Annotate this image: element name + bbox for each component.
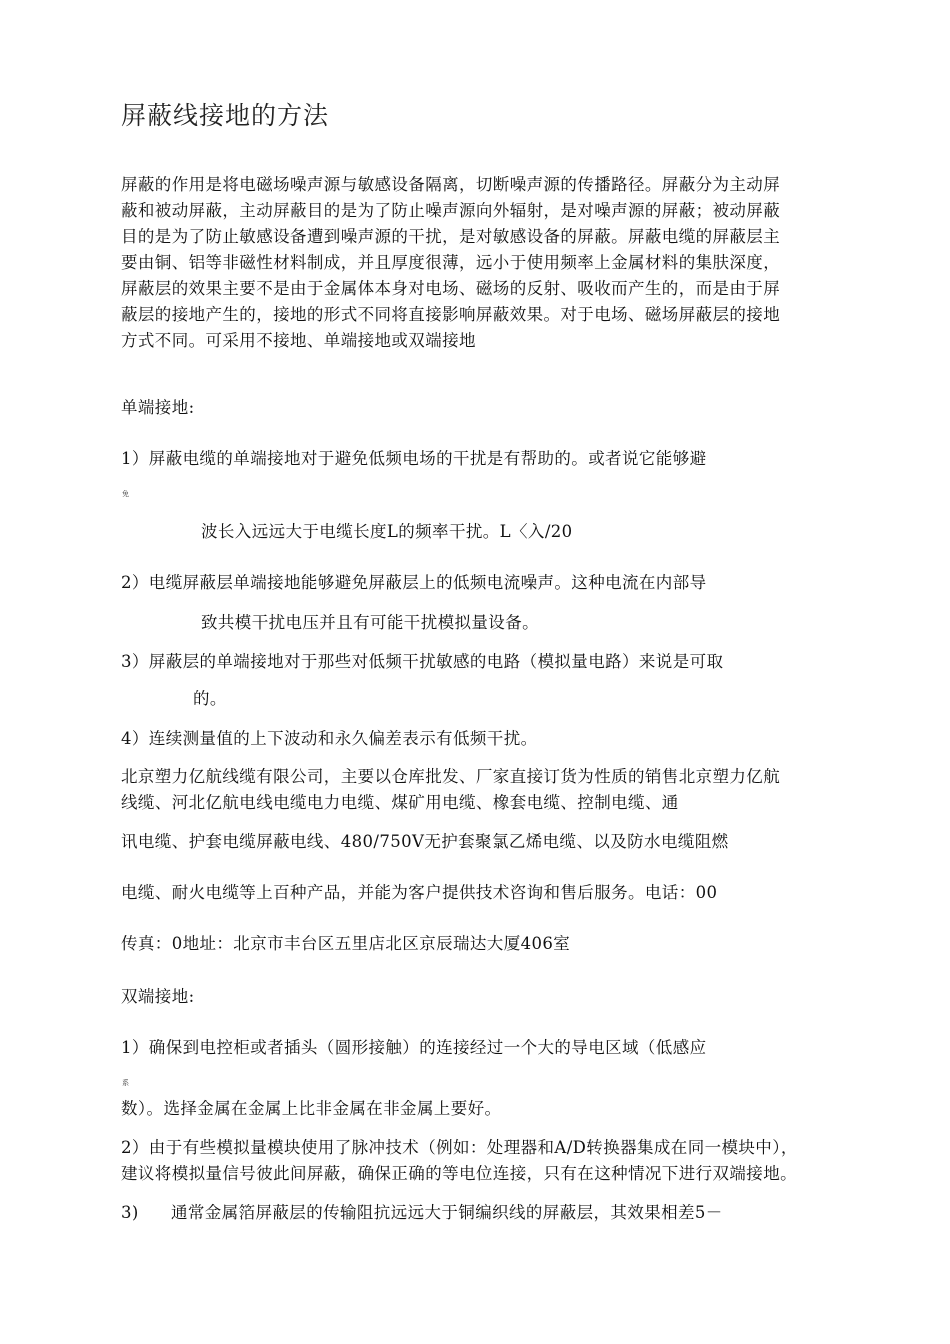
list-item: 3）屏蔽层的单端接地对于那些对低频干扰敏感的电路（模拟量电路）来说是可取 <box>121 652 724 671</box>
list-item-continuation: 数）。选择金属在金属上比非金属在非金属上要好。 <box>121 1099 502 1118</box>
company-line: 传真：0地址：北京市丰台区五里店北区京辰瑞达大厦406室 <box>121 934 571 953</box>
list-item: 2）电缆屏蔽层单端接地能够避免屏蔽层上的低频电流噪声。这种电流在内部导 <box>121 573 707 592</box>
company-line: 电缆、耐火电缆等上百种产品，并能为客户提供技术咨询和售后服务。电话：00 <box>121 883 718 902</box>
list-item: 通常金属箔屏蔽层的传输阻抗远远大于铜编织线的屏蔽层，其效果相差5－ <box>171 1203 723 1222</box>
intro-line: 要由铜、铝等非磁性材料制成，并且厚度很薄，远小于使用频率上金属材料的集肤深度， <box>121 253 781 272</box>
stray-glyph: 免 <box>122 490 129 498</box>
list-item: 2）由于有些模拟量模块使用了脉冲技术（例如：处理器和A/D转换器集成在同一模块中）， <box>121 1138 798 1157</box>
section-heading: 单端接地: <box>121 398 195 417</box>
stray-glyph: 系 <box>122 1079 129 1087</box>
list-item-continuation: 的。 <box>193 689 227 708</box>
intro-line: 方式不同。可采用不接地、单端接地或双端接地 <box>121 331 476 350</box>
page-title: 屏蔽线接地的方法 <box>121 101 330 130</box>
intro-line: 屏蔽层的效果主要不是由于金属体本身对电场、磁场的反射、吸收而产生的，而是由于屏 <box>121 279 781 298</box>
list-item-continuation: 致共模干扰电压并且有可能干扰模拟量设备。 <box>201 613 539 632</box>
company-line: 北京塑力亿航线缆有限公司，主要以仓库批发、厂家直接订货为性质的销售北京塑力亿航 <box>121 767 781 786</box>
list-item: 4）连续测量值的上下波动和永久偏差表示有低频干扰。 <box>121 729 538 748</box>
section-heading: 双端接地: <box>121 987 195 1006</box>
intro-line: 蔽和被动屏蔽，主动屏蔽目的是为了防止噪声源向外辐射，是对噪声源的屏蔽；被动屏蔽 <box>121 201 781 220</box>
list-item: 1）确保到电控柜或者插头（圆形接触）的连接经过一个大的导电区域（低感应 <box>121 1038 707 1057</box>
intro-line: 目的是为了防止敏感设备遭到噪声源的干扰，是对敏感设备的屏蔽。屏蔽电缆的屏蔽层主 <box>121 227 781 246</box>
list-item-continuation: 波长入远远大于电缆长度L的频率干扰。L〈入/20 <box>201 522 573 541</box>
intro-line: 屏蔽的作用是将电磁场噪声源与敏感设备隔离，切断噪声源的传播路径。屏蔽分为主动屏 <box>121 175 781 194</box>
list-item: 1）屏蔽电缆的单端接地对于避免低频电场的干扰是有帮助的。或者说它能够避 <box>121 449 707 468</box>
list-item-continuation: 建议将模拟量信号彼此间屏蔽，确保正确的等电位连接，只有在这种情况下进行双端接地。 <box>121 1164 797 1183</box>
company-line: 线缆、河北亿航电线电缆电力电缆、煤矿用电缆、橡套电缆、控制电缆、通 <box>121 793 679 812</box>
list-item-number: 3) <box>121 1203 139 1222</box>
company-line: 讯电缆、护套电缆屏蔽电线、480/750V无护套聚氯乙烯电缆、以及防水电缆阻燃 <box>121 832 729 851</box>
intro-line: 蔽层的接地产生的，接地的形式不同将直接影响屏蔽效果。对于电场、磁场屏蔽层的接地 <box>121 305 781 324</box>
